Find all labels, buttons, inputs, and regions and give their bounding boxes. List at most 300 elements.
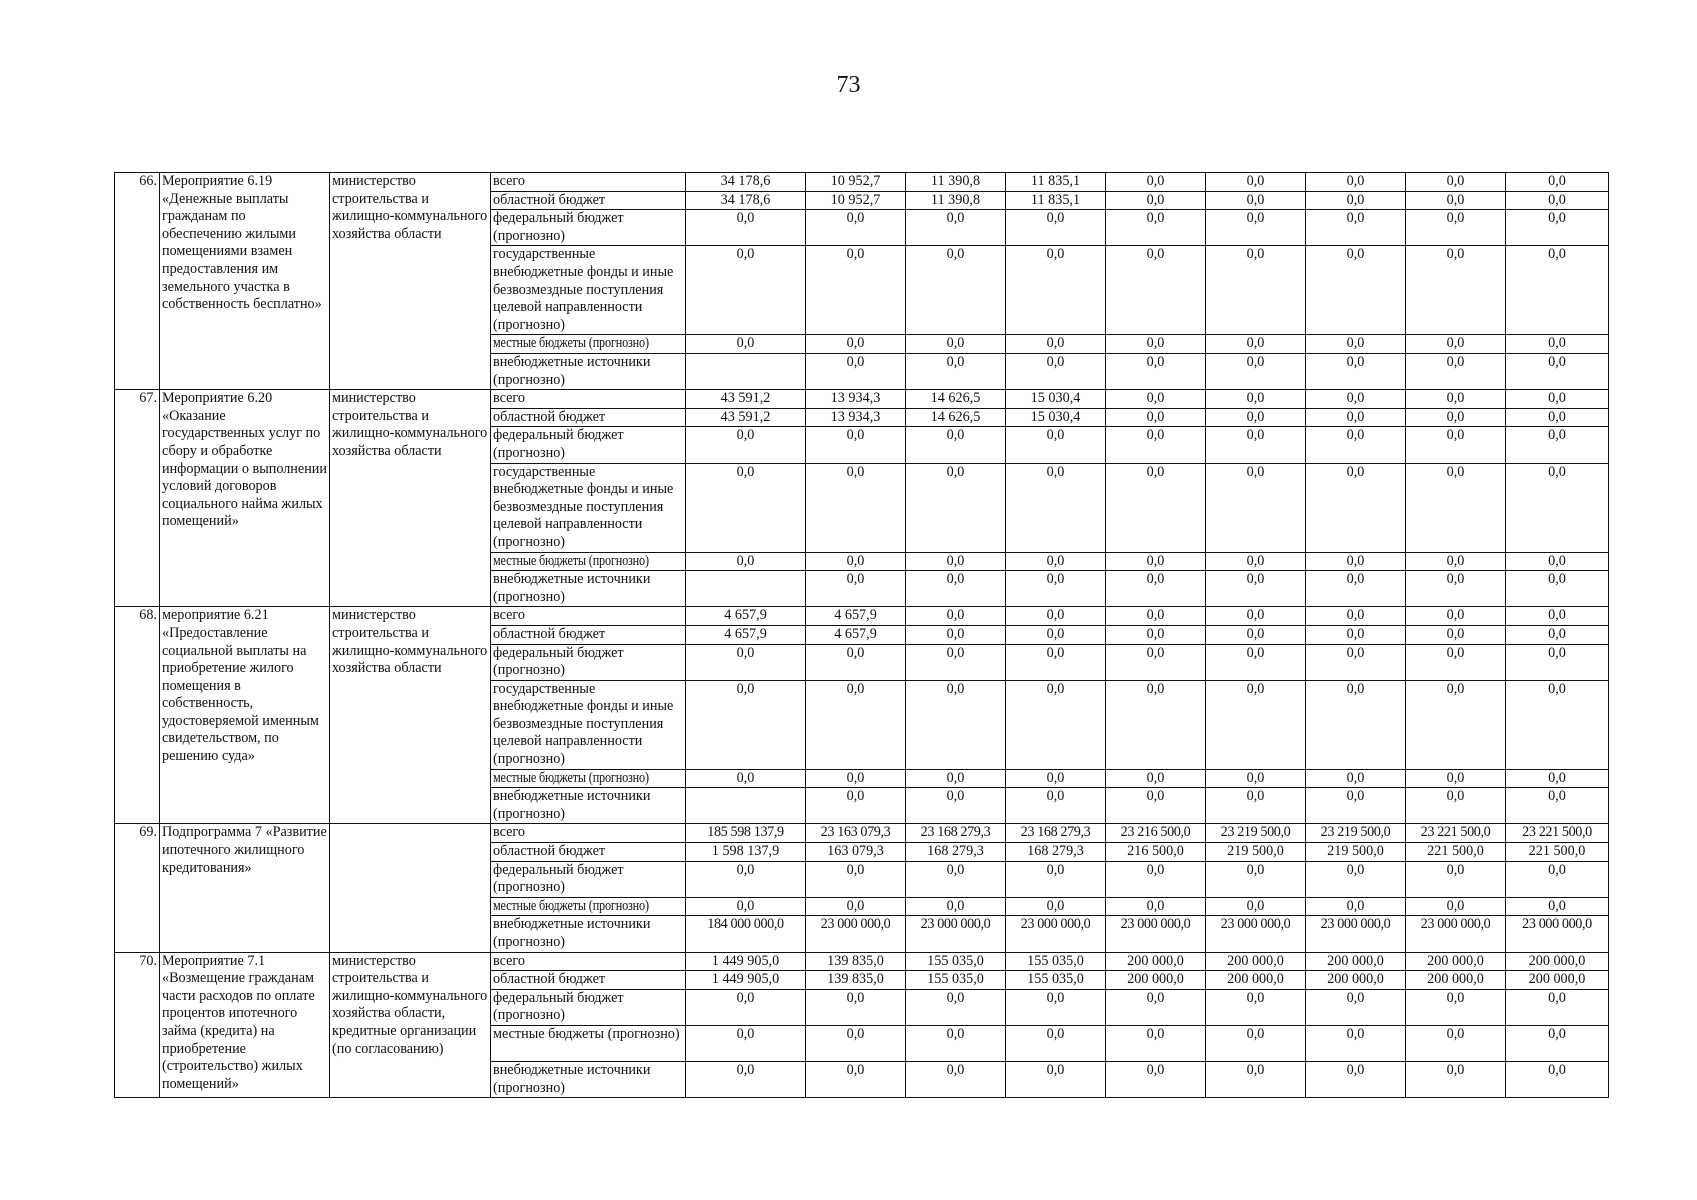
value-cell: 0,0	[906, 989, 1006, 1025]
value-cell: 34 178,6	[686, 173, 806, 192]
value-cell: 14 626,5	[906, 408, 1006, 427]
page-number: 73	[836, 72, 861, 98]
value-cell: 0,0	[1506, 335, 1609, 354]
value-cell: 0,0	[1106, 644, 1206, 680]
funding-source-label: внебюджетные источники (прогнозно)	[493, 788, 651, 822]
value-cell: 0,0	[1106, 552, 1206, 571]
funding-source-label: всего	[493, 824, 525, 841]
executor: министерство строительства и жилищно-коммунального хозяйства области	[330, 390, 491, 607]
value-cell: 23 221 500,0	[1406, 824, 1506, 843]
funding-source	[491, 788, 686, 824]
value-cell: 0,0	[686, 246, 806, 335]
value-cell: 0,0	[906, 353, 1006, 389]
value-cell: 0,0	[1306, 644, 1406, 680]
funding-source-label: внебюджетные источники (прогнозно)	[493, 916, 651, 951]
funding-source	[491, 916, 686, 952]
value-cell: 0,0	[1106, 571, 1206, 607]
value-cell: 0,0	[1106, 989, 1206, 1025]
value-cell: 0,0	[906, 788, 1006, 824]
value-cell: 0,0	[1406, 607, 1506, 626]
funding-source-label: государственные внебюджетные фонды и иные безвозмездные поступления целевой направленности (прогнозно)	[493, 680, 674, 768]
value-cell: 15 030,4	[1006, 408, 1106, 427]
value-cell: 0,0	[906, 644, 1006, 680]
funding-source	[491, 644, 686, 680]
value-cell: 221 500,0	[1506, 843, 1609, 862]
value-cell: 0,0	[1106, 897, 1206, 916]
value-cell: 43 591,2	[686, 408, 806, 427]
value-cell: 0,0	[906, 246, 1006, 335]
funding-source	[491, 1062, 686, 1098]
value-cell: 0,0	[1006, 625, 1106, 644]
value-cell: 0,0	[1506, 1062, 1609, 1098]
value-cell: 0,0	[1306, 246, 1406, 335]
funding-source	[491, 390, 686, 409]
funding-source	[491, 246, 686, 335]
funding-source-label: местные бюджеты (прогнозно)	[493, 897, 649, 914]
value-cell: 0,0	[806, 989, 906, 1025]
table-row	[115, 607, 1609, 626]
value-cell: 0,0	[1106, 1026, 1206, 1062]
value-cell: 0,0	[1206, 769, 1306, 788]
value-cell: 200 000,0	[1106, 952, 1206, 971]
value-cell: 0,0	[1206, 173, 1306, 192]
value-cell: 155 035,0	[906, 952, 1006, 971]
funding-source-label: местные бюджеты (прогнозно)	[493, 1026, 680, 1042]
value-cell: 0,0	[1206, 897, 1306, 916]
funding-source	[491, 408, 686, 427]
funding-source-label: федеральный бюджет (прогнозно)	[493, 989, 624, 1024]
measure-name: Мероприятие 7.1 «Возмещение гражданам части расходов по оплате процентов ипотечного займа (кредита) на приобретение (строительство) жилых помещений»	[160, 952, 330, 1098]
funding-source	[491, 625, 686, 644]
funding-source-label: всего	[493, 173, 525, 189]
value-cell: 0,0	[686, 1062, 806, 1098]
value-cell: 0,0	[906, 897, 1006, 916]
funding-source-label: областной бюджет	[493, 625, 606, 642]
value-cell: 216 500,0	[1106, 843, 1206, 862]
budget-table	[114, 172, 1609, 1098]
table-row	[115, 173, 1609, 192]
value-cell: 0,0	[1506, 607, 1609, 626]
value-cell: 0,0	[806, 644, 906, 680]
value-cell: 23 000 000,0	[1506, 916, 1609, 952]
funding-source	[491, 861, 686, 897]
value-cell: 0,0	[806, 210, 906, 246]
value-cell: 0,0	[1406, 210, 1506, 246]
value-cell: 0,0	[1506, 463, 1609, 552]
value-cell: 0,0	[1106, 463, 1206, 552]
value-cell: 0,0	[1106, 408, 1206, 427]
value-cell: 155 035,0	[906, 971, 1006, 990]
value-cell: 0,0	[1106, 769, 1206, 788]
value-cell: 0,0	[1106, 210, 1206, 246]
value-cell: 0,0	[1206, 861, 1306, 897]
value-cell: 0,0	[806, 897, 906, 916]
value-cell: 0,0	[686, 1026, 806, 1062]
value-cell: 10 952,7	[806, 191, 906, 210]
value-cell: 0,0	[1406, 463, 1506, 552]
value-cell: 23 168 279,3	[906, 824, 1006, 843]
funding-source-label: местные бюджеты (прогнозно)	[493, 335, 649, 352]
value-cell: 10 952,7	[806, 173, 906, 192]
value-cell: 0,0	[1306, 1062, 1406, 1098]
value-cell: 4 657,9	[806, 607, 906, 626]
value-cell: 0,0	[806, 1062, 906, 1098]
measure-name: Мероприятие 6.19 «Денежные выплаты гражданам по обеспечению жилыми помещениями взамен предоставления им земельного участка в собственность бесплатно»	[160, 173, 330, 390]
value-cell: 0,0	[1006, 210, 1106, 246]
funding-source-label: областной бюджет	[493, 843, 606, 860]
value-cell: 0,0	[806, 861, 906, 897]
value-cell: 0,0	[906, 607, 1006, 626]
value-cell: 23 219 500,0	[1206, 824, 1306, 843]
value-cell: 184 000 000,0	[686, 916, 806, 952]
funding-source-label: федеральный бюджет (прогнозно)	[493, 427, 624, 461]
value-cell: 0,0	[1006, 607, 1106, 626]
value-cell: 0,0	[1006, 1062, 1106, 1098]
executor: министерство строительства и жилищно-коммунального хозяйства области, кредитные организации (по согласованию)	[330, 952, 491, 1098]
funding-source	[491, 353, 686, 389]
value-cell: 0,0	[1106, 335, 1206, 354]
value-cell: 0,0	[1406, 246, 1506, 335]
value-cell: 0,0	[1306, 1026, 1406, 1062]
value-cell: 0,0	[906, 625, 1006, 644]
value-cell: 0,0	[1306, 353, 1406, 389]
value-cell: 0,0	[1206, 463, 1306, 552]
value-cell: 200 000,0	[1306, 971, 1406, 990]
value-cell: 23 219 500,0	[1306, 824, 1406, 843]
value-cell: 0,0	[686, 680, 806, 769]
funding-source-label: всего	[493, 607, 525, 624]
value-cell: 0,0	[1006, 644, 1106, 680]
value-cell: 0,0	[1506, 769, 1609, 788]
funding-source-label: федеральный бюджет (прогнозно)	[493, 644, 624, 679]
value-cell: 0,0	[1406, 1062, 1506, 1098]
value-cell: 0,0	[1006, 680, 1106, 769]
value-cell: 0,0	[806, 1026, 906, 1062]
value-cell: 11 835,1	[1006, 191, 1106, 210]
value-cell: 0,0	[1006, 788, 1106, 824]
value-cell: 23 000 000,0	[1406, 916, 1506, 952]
value-cell: 0,0	[1406, 191, 1506, 210]
value-cell: 0,0	[1406, 625, 1506, 644]
executor	[330, 824, 491, 952]
value-cell: 0,0	[1306, 607, 1406, 626]
value-cell: 0,0	[906, 680, 1006, 769]
value-cell: 155 035,0	[1006, 971, 1106, 990]
value-cell: 168 279,3	[906, 843, 1006, 862]
value-cell: 0,0	[806, 353, 906, 389]
funding-source	[491, 552, 686, 571]
value-cell: 0,0	[1006, 463, 1106, 552]
value-cell: 0,0	[686, 897, 806, 916]
value-cell: 0,0	[1006, 353, 1106, 389]
value-cell: 0,0	[686, 427, 806, 463]
value-cell: 43 591,2	[686, 390, 806, 409]
value-cell: 0,0	[1506, 173, 1609, 192]
funding-source	[491, 210, 686, 246]
value-cell: 0,0	[1106, 427, 1206, 463]
value-cell: 0,0	[1306, 769, 1406, 788]
value-cell: 139 835,0	[806, 952, 906, 971]
value-cell: 168 279,3	[1006, 843, 1106, 862]
value-cell: 0,0	[1006, 335, 1106, 354]
value-cell: 0,0	[806, 571, 906, 607]
value-cell: 155 035,0	[1006, 952, 1106, 971]
row-number: 68.	[115, 607, 160, 824]
value-cell: 0,0	[1206, 680, 1306, 769]
value-cell: 23 216 500,0	[1106, 824, 1206, 843]
funding-source	[491, 463, 686, 552]
value-cell: 219 500,0	[1206, 843, 1306, 862]
value-cell: 0,0	[906, 1062, 1006, 1098]
value-cell: 0,0	[1106, 788, 1206, 824]
value-cell: 0,0	[1406, 788, 1506, 824]
value-cell: 0,0	[686, 989, 806, 1025]
value-cell: 200 000,0	[1206, 952, 1306, 971]
value-cell: 0,0	[1206, 644, 1306, 680]
value-cell: 0,0	[1506, 625, 1609, 644]
measure-name: Мероприятие 6.20 «Оказание государственных услуг по сбору и обработке информации о выполнении условий договоров социального найма жилых помещений»	[160, 390, 330, 607]
value-cell: 0,0	[1306, 173, 1406, 192]
funding-source	[491, 191, 686, 210]
value-cell: 34 178,6	[686, 191, 806, 210]
value-cell: 0,0	[1106, 390, 1206, 409]
funding-source-label: внебюджетные источники (прогнозно)	[493, 353, 651, 388]
value-cell: 0,0	[806, 552, 906, 571]
value-cell: 0,0	[1206, 1062, 1306, 1098]
funding-source-label: всего	[493, 390, 525, 407]
value-cell: 0,0	[1206, 552, 1306, 571]
funding-source-label: местные бюджеты (прогнозно)	[493, 769, 649, 786]
measure-name: мероприятие 6.21 «Предоставление социальной выплаты на приобретение жилого помещения в собственность, удостоверяемой именным свидетельством, по решению суда»	[160, 607, 330, 824]
value-cell: 13 934,3	[806, 408, 906, 427]
value-cell: 0,0	[1306, 463, 1406, 552]
row-number: 67.	[115, 390, 160, 607]
funding-source-label: областной бюджет	[493, 971, 606, 988]
value-cell: 0,0	[1306, 680, 1406, 769]
value-cell: 139 835,0	[806, 971, 906, 990]
value-cell: 0,0	[1206, 1026, 1306, 1062]
value-cell	[686, 353, 806, 389]
table-row	[115, 824, 1609, 843]
value-cell: 1 598 137,9	[686, 843, 806, 862]
value-cell: 0,0	[1406, 353, 1506, 389]
value-cell: 11 835,1	[1006, 173, 1106, 192]
funding-source	[491, 897, 686, 916]
value-cell: 0,0	[1206, 989, 1306, 1025]
value-cell: 0,0	[1406, 897, 1506, 916]
value-cell: 0,0	[1406, 390, 1506, 409]
value-cell: 0,0	[1406, 861, 1506, 897]
value-cell: 0,0	[686, 463, 806, 552]
funding-source-label: государственные внебюджетные фонды и иные безвозмездные поступления целевой направленности (прогнозно)	[493, 463, 674, 550]
value-cell: 0,0	[1506, 427, 1609, 463]
funding-source-label: внебюджетные источники (прогнозно)	[493, 571, 651, 605]
funding-source	[491, 1026, 686, 1062]
value-cell: 0,0	[1506, 353, 1609, 389]
value-cell: 0,0	[1506, 552, 1609, 571]
value-cell: 0,0	[1006, 861, 1106, 897]
value-cell: 0,0	[1506, 571, 1609, 607]
value-cell: 0,0	[686, 552, 806, 571]
funding-source-label: местные бюджеты (прогнозно)	[493, 552, 649, 569]
row-number: 70.	[115, 952, 160, 1098]
value-cell: 23 168 279,3	[1006, 824, 1106, 843]
value-cell: 11 390,8	[906, 191, 1006, 210]
value-cell: 0,0	[1306, 625, 1406, 644]
value-cell: 0,0	[1406, 644, 1506, 680]
value-cell: 0,0	[1406, 989, 1506, 1025]
value-cell: 0,0	[906, 769, 1006, 788]
value-cell: 0,0	[686, 644, 806, 680]
value-cell: 11 390,8	[906, 173, 1006, 192]
value-cell: 14 626,5	[906, 390, 1006, 409]
value-cell: 0,0	[1406, 552, 1506, 571]
value-cell: 0,0	[1006, 552, 1106, 571]
value-cell: 0,0	[1106, 607, 1206, 626]
value-cell: 0,0	[1506, 861, 1609, 897]
value-cell: 0,0	[1106, 680, 1206, 769]
value-cell: 200 000,0	[1106, 971, 1206, 990]
value-cell: 13 934,3	[806, 390, 906, 409]
value-cell: 0,0	[906, 571, 1006, 607]
value-cell: 0,0	[906, 552, 1006, 571]
value-cell: 0,0	[806, 335, 906, 354]
value-cell: 0,0	[806, 680, 906, 769]
value-cell: 0,0	[1206, 353, 1306, 389]
value-cell: 23 000 000,0	[906, 916, 1006, 952]
value-cell: 200 000,0	[1506, 971, 1609, 990]
value-cell: 0,0	[1306, 335, 1406, 354]
value-cell: 23 163 079,3	[806, 824, 906, 843]
value-cell: 200 000,0	[1506, 952, 1609, 971]
value-cell: 0,0	[1506, 246, 1609, 335]
funding-source	[491, 335, 686, 354]
value-cell: 0,0	[1006, 571, 1106, 607]
executor: министерство строительства и жилищно-коммунального хозяйства области	[330, 173, 491, 390]
value-cell: 0,0	[1306, 210, 1406, 246]
funding-source	[491, 952, 686, 971]
value-cell: 185 598 137,9	[686, 824, 806, 843]
value-cell: 0,0	[1206, 408, 1306, 427]
funding-source-label: областной бюджет	[493, 408, 606, 425]
value-cell: 0,0	[1406, 571, 1506, 607]
funding-source	[491, 607, 686, 626]
value-cell: 0,0	[1006, 989, 1106, 1025]
value-cell: 0,0	[686, 861, 806, 897]
value-cell: 1 449 905,0	[686, 952, 806, 971]
value-cell: 0,0	[906, 210, 1006, 246]
value-cell: 0,0	[1106, 246, 1206, 335]
funding-source-label: областной бюджет	[493, 191, 606, 208]
value-cell: 221 500,0	[1406, 843, 1506, 862]
value-cell: 0,0	[1306, 390, 1406, 409]
value-cell: 0,0	[1506, 644, 1609, 680]
value-cell: 0,0	[1506, 989, 1609, 1025]
value-cell: 23 000 000,0	[1006, 916, 1106, 952]
value-cell: 0,0	[1306, 788, 1406, 824]
value-cell: 0,0	[1206, 210, 1306, 246]
value-cell: 0,0	[1506, 788, 1609, 824]
value-cell: 0,0	[1006, 897, 1106, 916]
value-cell: 0,0	[1206, 788, 1306, 824]
value-cell: 200 000,0	[1406, 952, 1506, 971]
value-cell: 0,0	[1406, 1026, 1506, 1062]
value-cell: 0,0	[906, 1026, 1006, 1062]
value-cell: 0,0	[1506, 210, 1609, 246]
value-cell: 0,0	[1506, 390, 1609, 409]
value-cell: 0,0	[806, 463, 906, 552]
table-row	[115, 952, 1609, 971]
value-cell: 0,0	[1306, 408, 1406, 427]
value-cell: 0,0	[1206, 427, 1306, 463]
value-cell: 200 000,0	[1306, 952, 1406, 971]
value-cell: 0,0	[1306, 897, 1406, 916]
value-cell: 0,0	[1306, 191, 1406, 210]
funding-source	[491, 680, 686, 769]
funding-source	[491, 971, 686, 990]
table-body	[115, 173, 1609, 1098]
row-number: 69.	[115, 824, 160, 952]
funding-source-label: всего	[493, 952, 525, 969]
value-cell: 219 500,0	[1306, 843, 1406, 862]
value-cell: 0,0	[1106, 353, 1206, 389]
value-cell: 0,0	[806, 769, 906, 788]
funding-source	[491, 571, 686, 607]
value-cell: 0,0	[1006, 427, 1106, 463]
value-cell: 15 030,4	[1006, 390, 1106, 409]
value-cell: 0,0	[1406, 173, 1506, 192]
value-cell: 0,0	[1506, 680, 1609, 769]
value-cell: 0,0	[1506, 1026, 1609, 1062]
value-cell: 0,0	[1006, 769, 1106, 788]
funding-source	[491, 843, 686, 862]
value-cell: 23 000 000,0	[1306, 916, 1406, 952]
value-cell: 0,0	[1306, 861, 1406, 897]
value-cell: 0,0	[1306, 552, 1406, 571]
value-cell: 0,0	[1206, 607, 1306, 626]
value-cell: 0,0	[1106, 625, 1206, 644]
value-cell: 4 657,9	[686, 625, 806, 644]
value-cell: 0,0	[686, 335, 806, 354]
executor: министерство строительства и жилищно-коммунального хозяйства области	[330, 607, 491, 824]
value-cell: 0,0	[1406, 408, 1506, 427]
value-cell: 0,0	[686, 769, 806, 788]
value-cell: 0,0	[1406, 680, 1506, 769]
value-cell: 0,0	[806, 788, 906, 824]
funding-source-label: федеральный бюджет (прогнозно)	[493, 861, 624, 896]
value-cell: 0,0	[906, 427, 1006, 463]
value-cell: 0,0	[1506, 897, 1609, 916]
value-cell: 0,0	[906, 335, 1006, 354]
value-cell: 4 657,9	[686, 607, 806, 626]
funding-source-label: государственные внебюджетные фонды и иные безвозмездные поступления целевой направленности (прогнозно)	[493, 246, 674, 333]
value-cell: 0,0	[1206, 191, 1306, 210]
value-cell: 0,0	[1106, 173, 1206, 192]
value-cell: 0,0	[1006, 246, 1106, 335]
funding-source-label: федеральный бюджет (прогнозно)	[493, 210, 624, 244]
value-cell	[686, 788, 806, 824]
value-cell: 1 449 905,0	[686, 971, 806, 990]
funding-source	[491, 173, 686, 192]
funding-source	[491, 824, 686, 843]
value-cell: 0,0	[1206, 335, 1306, 354]
value-cell: 23 221 500,0	[1506, 824, 1609, 843]
value-cell: 200 000,0	[1206, 971, 1306, 990]
value-cell: 0,0	[1406, 335, 1506, 354]
value-cell: 0,0	[1206, 625, 1306, 644]
value-cell: 0,0	[1106, 861, 1206, 897]
value-cell: 23 000 000,0	[1106, 916, 1206, 952]
